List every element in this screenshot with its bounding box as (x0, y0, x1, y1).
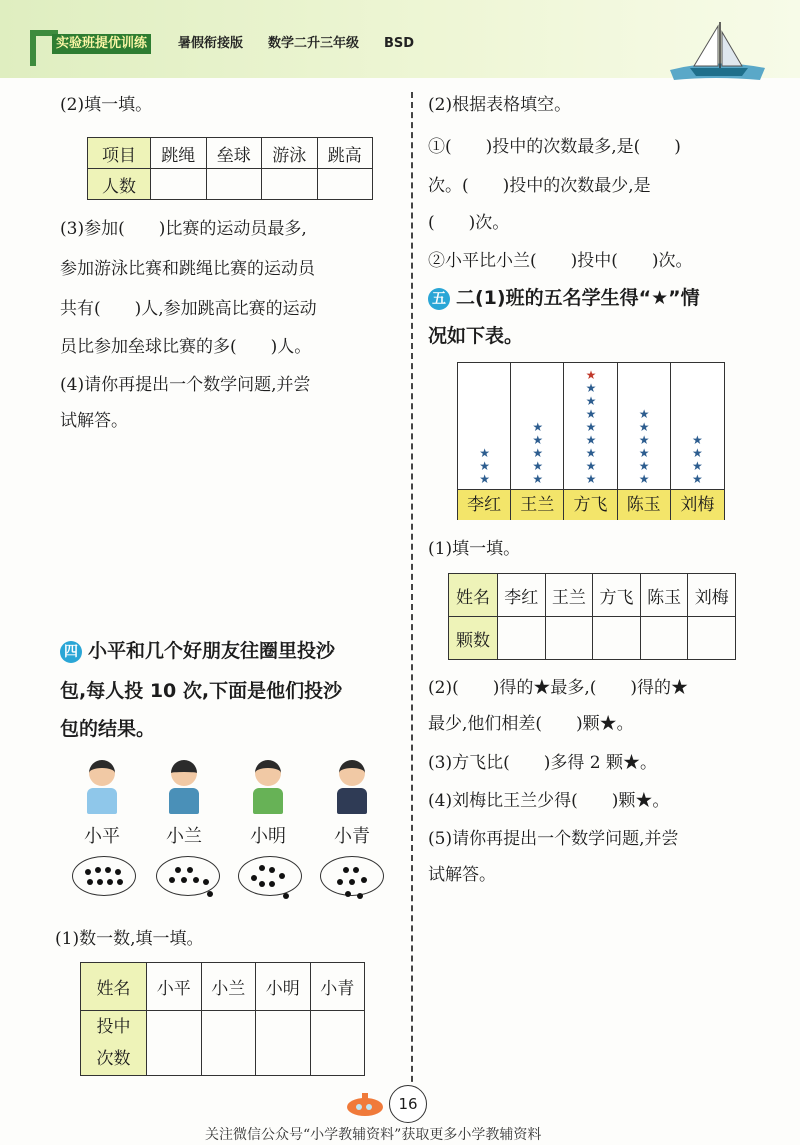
answer-cell[interactable] (593, 617, 641, 660)
star-mark: ★ (585, 472, 597, 486)
star-mark: ★ (638, 420, 650, 434)
right-q2-title: (2)根据表格填空。 (428, 95, 572, 115)
star-mark: ★ (479, 472, 490, 486)
star-table-row-label: 颗数 (449, 617, 498, 660)
star-column (671, 363, 724, 489)
section-5-text: 二(1)班的五名学生得“★”情 (456, 287, 700, 309)
throw-table-header: 小平 (147, 963, 202, 1011)
star-mark: ★ (692, 433, 703, 447)
right-q-line: 最少,他们相差( )颗★。 (428, 714, 634, 734)
ring-xiaoqing (320, 856, 384, 896)
star-column (564, 363, 617, 489)
answer-cell[interactable] (262, 169, 318, 200)
star-mark: ★ (532, 472, 544, 486)
star-mark: ★ (532, 459, 544, 473)
sports-table-header: 游泳 (262, 138, 318, 169)
star-column (511, 363, 564, 489)
throw-table-header: 小明 (256, 963, 311, 1011)
star-mark: ★ (638, 446, 650, 460)
star-mark: ★ (638, 433, 650, 447)
star-mark: ★ (479, 459, 490, 473)
right-q-line: (4)刘梅比王兰少得( )颗★。 (428, 791, 670, 811)
header-subject: 数学二升三年级 (268, 36, 360, 51)
section-5-line: 况如下表。 (428, 325, 524, 347)
star-chart-name: 陈玉 (618, 490, 671, 520)
section-5-line (428, 287, 700, 310)
star-mark: ★ (692, 472, 703, 486)
answer-cell[interactable] (206, 169, 262, 200)
star-mark: ★ (585, 433, 597, 447)
right-q-line: 试解答。 (428, 865, 496, 885)
right-q2-line: ①( )投中的次数最多,是( ) (428, 137, 681, 157)
submarine-icon (345, 1090, 385, 1118)
star-mark: ★ (585, 407, 597, 421)
right-q-line: (5)请你再提出一个数学问题,并尝 (428, 829, 679, 849)
kid-name: 小明 (250, 826, 286, 847)
kid-xiaoqing-illustration (322, 760, 382, 814)
section-4-text: 小平和几个好朋友往圈里投沙 (88, 640, 336, 662)
header-publisher: BSD (384, 36, 415, 51)
star-mark: ★ (532, 446, 544, 460)
star-mark: ★ (585, 368, 597, 382)
page-number: 16 (389, 1085, 427, 1123)
throw-table (80, 962, 365, 1076)
kid-xiaolan-illustration (154, 760, 214, 814)
left-q3-line: 员比参加垒球比赛的多( )人。 (60, 337, 312, 357)
throw-table-row-label (81, 1011, 147, 1076)
section-4-line (60, 640, 335, 663)
left-q3-line: 共有( )人,参加跳高比赛的运动 (60, 299, 317, 319)
kid-name: 小兰 (166, 826, 202, 847)
star-chart (457, 362, 725, 520)
answer-cell[interactable] (688, 617, 736, 660)
answer-cell[interactable] (545, 617, 593, 660)
sports-table-header: 垒球 (206, 138, 262, 169)
section-4-line: 包,每人投 10 次,下面是他们投沙 (60, 680, 343, 702)
star-mark: ★ (692, 459, 703, 473)
throw-table-header: 小兰 (201, 963, 256, 1011)
footer-note: 关注微信公众号“小学教辅资料”获取更多小学教辅资料 (205, 1127, 542, 1143)
star-mark: ★ (585, 459, 597, 473)
right-q-line: (3)方飞比( )多得 2 颗★。 (428, 753, 657, 773)
answer-cell[interactable] (640, 617, 688, 660)
kid-name: 小青 (334, 826, 370, 847)
row-label-line: 投中 (96, 1017, 131, 1037)
page-header (0, 0, 800, 78)
star-column (618, 363, 671, 489)
right-q2-line: ( )次。 (428, 213, 510, 233)
star-mark: ★ (638, 459, 650, 473)
star-chart-name: 方飞 (564, 490, 617, 520)
row-label-line: 次数 (96, 1049, 131, 1069)
star-chart-name: 李红 (458, 490, 511, 520)
star-mark: ★ (532, 420, 544, 434)
star-chart-name: 刘梅 (680, 495, 715, 515)
column-divider (411, 92, 413, 1102)
sailboat-icon (660, 18, 770, 84)
star-mark: ★ (638, 472, 650, 486)
left-q2-title: (2)填一填。 (60, 95, 153, 115)
ring-xiaoming (238, 856, 302, 896)
header-badge: 实验班提优训练 (52, 34, 151, 54)
section-4-number: 四 (60, 641, 82, 663)
sports-table-header: 跳绳 (151, 138, 207, 169)
star-mark: ★ (585, 394, 597, 408)
kid-name: 小平 (84, 826, 120, 847)
star-mark: ★ (479, 446, 490, 460)
star-mark: ★ (585, 446, 597, 460)
kid-xiaoping-illustration (72, 760, 132, 814)
right-q2-line: ②小平比小兰( )投中( )次。 (428, 251, 693, 271)
answer-cell[interactable] (151, 169, 207, 200)
kid-xiaoming-illustration (238, 760, 298, 814)
ring-xiaoping (72, 856, 136, 896)
right-q2-line: 次。( )投中的次数最少,是 (428, 176, 651, 196)
star-table (448, 573, 736, 660)
star-table-header: 刘梅 (688, 574, 736, 617)
star-chart-name-bar (458, 489, 724, 520)
star-table-header: 李红 (498, 574, 546, 617)
answer-cell[interactable] (310, 1011, 365, 1076)
answer-cell[interactable] (147, 1011, 202, 1076)
sports-table (87, 137, 373, 200)
section-5-number: 五 (428, 288, 450, 310)
answer-cell[interactable] (498, 617, 546, 660)
star-mark: ★ (692, 446, 703, 460)
section-4-line: 包的结果。 (60, 718, 156, 740)
star-chart-name: 王兰 (511, 490, 564, 520)
answer-cell[interactable] (201, 1011, 256, 1076)
right-q1-title: (1)填一填。 (428, 539, 521, 559)
answer-cell[interactable] (256, 1011, 311, 1076)
star-mark: ★ (638, 407, 650, 421)
header-edition: 暑假衔接版 (178, 36, 244, 51)
left-q4-line: (4)请你再提出一个数学问题,并尝 (60, 375, 311, 395)
star-table-header: 姓名 (449, 574, 498, 617)
sports-table-header: 项目 (88, 138, 151, 169)
sports-table-header: 跳高 (317, 138, 373, 169)
answer-cell[interactable] (317, 169, 373, 200)
star-column (458, 363, 511, 489)
sports-table-row-label: 人数 (88, 169, 151, 200)
left-q1-title: (1)数一数,填一填。 (55, 929, 204, 949)
left-q4-line: 试解答。 (60, 411, 128, 431)
star-table-header: 方飞 (593, 574, 641, 617)
star-mark: ★ (585, 420, 597, 434)
right-q-line: (2)( )得的★最多,( )得的★ (428, 678, 689, 698)
star-mark: ★ (585, 381, 597, 395)
ring-xiaolan (156, 856, 220, 896)
throw-table-header: 小青 (310, 963, 365, 1011)
left-q3-line: (3)参加( )比赛的运动员最多, (60, 219, 307, 239)
star-table-header: 陈玉 (640, 574, 688, 617)
star-table-header: 王兰 (545, 574, 593, 617)
left-q3-line: 参加游泳比赛和跳绳比赛的运动员 (60, 259, 315, 279)
star-mark: ★ (532, 433, 544, 447)
throw-table-header: 姓名 (81, 963, 147, 1011)
